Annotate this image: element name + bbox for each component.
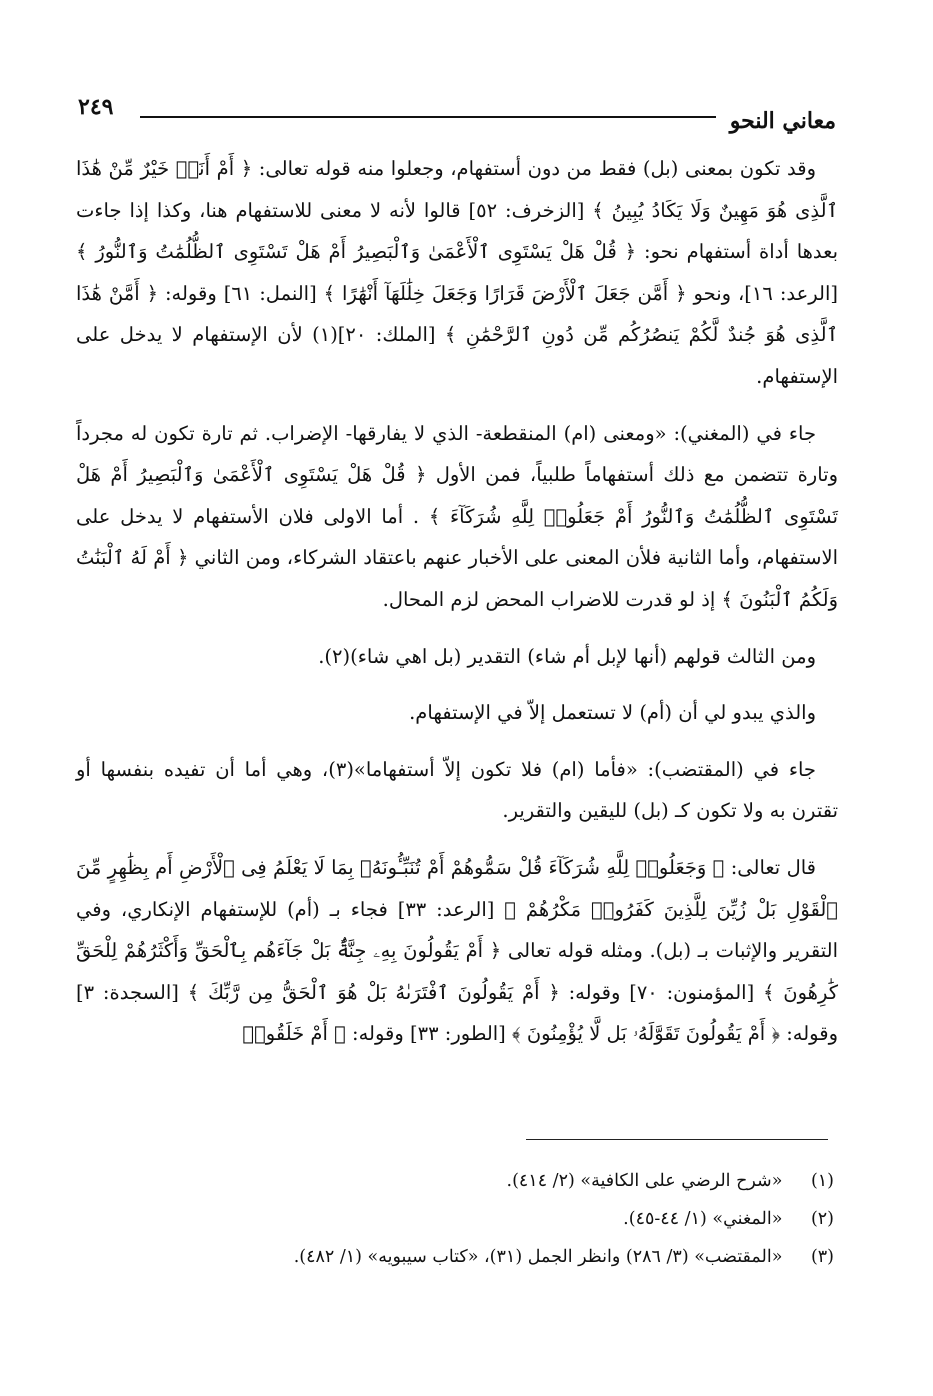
paragraph: قال تعالى: ﴿ وَجَعَلُوا۟ لِلَّهِ شُرَكَآءَ قُلْ سَمُّوهُمْ أَمْ تُنَبِّـُٔونَهُۥ بِمَا لَا يَعْلَمُ فِى ٱلْأَرْضِ أَم بِظَٰهِرٍ مِّنَ ٱلْقَوْلِ بَلْ زُيِّنَ لِلَّذِينَ كَفَرُوا۟ مَكْرُهُمْ ﴾ [الرعد: ٣٣] فجاء بـ (أم) للإستفهام الإنكاري، وفي التقرير والإثبات بـ (بل). ومثله قوله تعالى ﴿ أَمْ يَقُولُونَ بِهِۦ جِنَّةٌۢ بَلْ جَآءَهُم بِٱلْحَقِّ وَأَكْثَرُهُمْ لِلْحَقِّ كَٰرِهُونَ ﴾ [المؤمنون: ٧٠] وقوله: ﴿ أَمْ يَقُولُونَ ٱفْتَرَىٰهُ بَلْ هُوَ ٱلْحَقُّ مِن رَّبِّكَ ﴾ [السجدة: ٣] وقوله: ﴿ أَمْ يَقُولُونَ تَقَوَّلَهُۥ بَل لَّا يُؤْمِنُونَ ﴾ [الطور: ٣٣] وقوله: ﴿ أَمْ خَلَقُوا۟ [76,855,838,1046]
footnote-number: (١) [810,1171,834,1191]
footnote-text: «المقتضب» (٣/ ٢٨٦) وانظر الجمل (٣١)، «كتاب سيبويه» (١/ ٤٨٢). [293,1247,783,1267]
paragraph: والذي يبدو لي أن (أم) لا تستعمل إلاّ في الإستفهام. [409,701,816,725]
paragraph: وقد تكون بمعنى (بل) فقط من دون أستفهام، وجعلوا منه قوله تعالى: ﴿ أَمْ أَنَا۠ خَيْرٌ مِّنْ هَٰذَا ٱلَّذِى هُوَ مَهِينٌ وَلَا يَكَادُ يُبِينُ ﴾ [الزخرف: ٥٢] قالوا لأنه لا معنى للاستفهام هنا، وكذا إذا جاءت بعدها أداة أستفهام نحو: ﴿ قُلْ هَلْ يَسْتَوِى ٱلْأَعْمَىٰ وَٱلْبَصِيرُ أَمْ هَلْ تَسْتَوِى ٱلظُّلُمَٰتُ وَٱلنُّورُ ﴾ [الرعد: ١٦]، ونحو ﴿ أَمَّن جَعَلَ ٱلْأَرْضَ قَرَارًا وَجَعَلَ خِلَٰلَهَآ أَنْهَٰرًا ﴾ [النمل: ٦١] وقوله: ﴿ أَمَّنْ هَٰذَا ٱلَّذِى هُوَ جُندٌ لَّكُمْ يَنصُرُكُم مِّن دُونِ ٱلرَّحْمَٰنِ ﴾ [الملك: ٢٠](١) لأن الإستفهام لا يدخل على الإستفهام. [76,157,838,388]
footnote-number: (٣) [810,1247,834,1267]
running-title: معاني النحو [729,108,836,134]
header-rule [140,116,716,118]
page-number: ٢٤٩ [78,94,114,120]
paragraph: جاء في (المقتضب): «فأما (ام) فلا تكون إلاّ أستفهاما»(٣)، وهي أما أن تفيده بنفسها أو تقترن به ولا تكون كـ (بل) لليقين والتقرير. [76,757,838,823]
footnote-text: «شرح الرضي على الكافية» (٢/ ٤١٤). [506,1171,783,1191]
paragraph: جاء في (المغني): «ومعنى (ام) المنقطعة- الذي لا يفارقها- الإضراب. ثم تارة تكون له مجرداً وتارة تتضمن مع ذلك أستفهاماً طلبياً، فمن الأول ﴿ قُلْ هَلْ يَسْتَوِى ٱلْأَعْمَىٰ وَٱلْبَصِيرُ أَمْ هَلْ تَسْتَوِى ٱلظُّلُمَٰتُ وَٱلنُّورُ أَمْ جَعَلُوا۟ لِلَّهِ شُرَكَآءَ ﴾ . أما الاولى فلان الأستفهام لا يدخل على الاستفهام، وأما الثانية فلأن المعنى على الأخبار عنهم باعتقاد الشركاء، ومن الثاني ﴿ أَمْ لَهُ ٱلْبَنَٰتُ وَلَكُمُ ٱلْبَنُونَ ﴾ إذ لو قدرت للاضراب المحض لزم المحال. [76,421,838,611]
paragraph: ومن الثالث قولهم (أنها لإبل أم شاء) التقدير (بل اهي شاء)(٢). [318,644,816,668]
running-header [78,94,836,144]
footnotes [76,1162,834,1276]
footnote-item [76,1162,834,1200]
footnote-number: (٢) [810,1209,834,1229]
footnote-item [76,1200,834,1238]
main-text [76,148,838,1070]
footnote-text: «المغني» (١/ ٤٤-٤٥). [623,1209,783,1229]
footnote-separator [526,1139,828,1140]
footnote-item [76,1238,834,1276]
